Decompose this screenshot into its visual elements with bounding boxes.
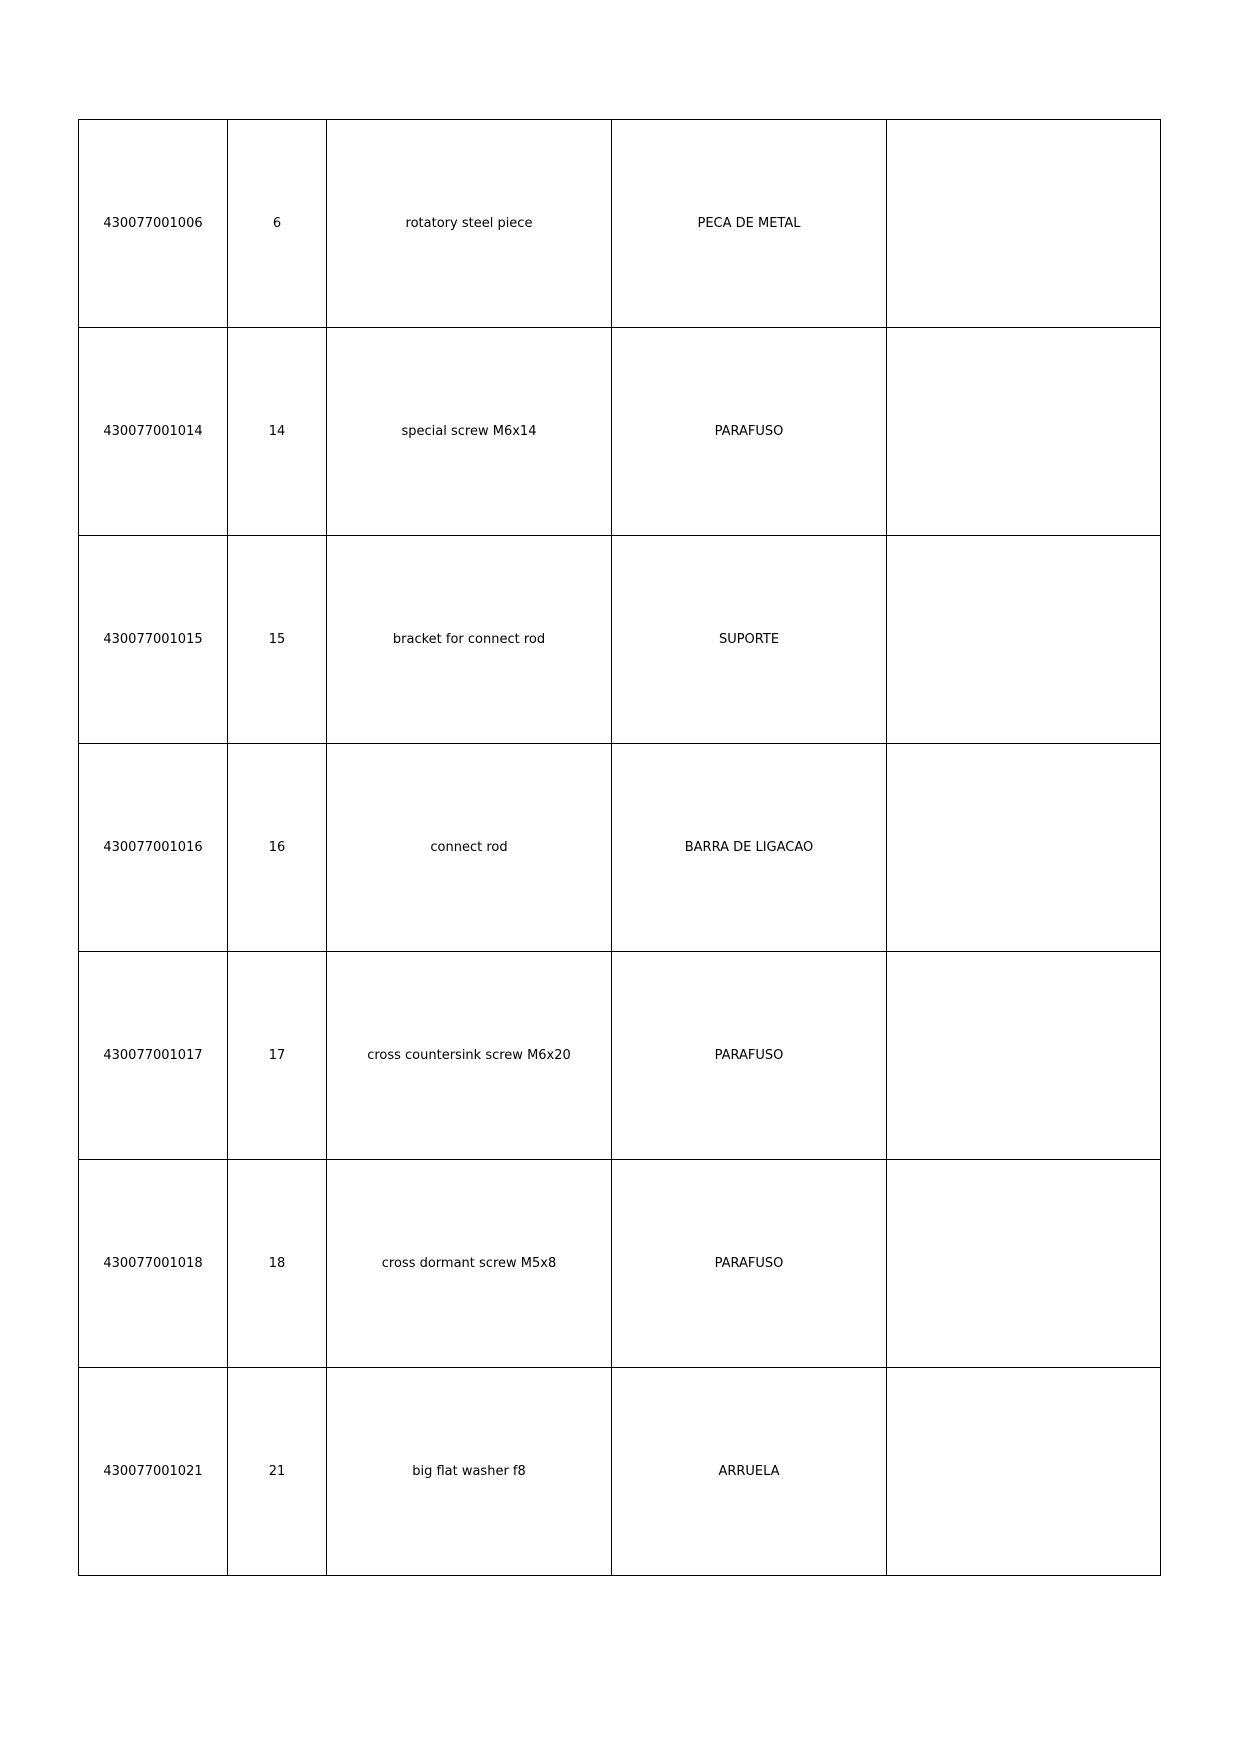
portuguese-name-cell: SUPORTE (612, 536, 887, 744)
portuguese-name-cell: BARRA DE LIGACAO (612, 744, 887, 952)
description-cell: bracket for connect rod (327, 536, 612, 744)
empty-cell (887, 744, 1161, 952)
position-cell: 21 (228, 1368, 327, 1576)
position-cell: 14 (228, 328, 327, 536)
empty-cell (887, 1160, 1161, 1368)
table-row (79, 1368, 1161, 1576)
part-code-cell: 430077001017 (79, 952, 228, 1160)
empty-cell (887, 536, 1161, 744)
position-cell: 16 (228, 744, 327, 952)
part-code-cell: 430077001014 (79, 328, 228, 536)
portuguese-name-cell: PARAFUSO (612, 1160, 887, 1368)
table-row (79, 328, 1161, 536)
position-cell: 17 (228, 952, 327, 1160)
table-row (79, 952, 1161, 1160)
table-row (79, 744, 1161, 952)
part-code-cell: 430077001015 (79, 536, 228, 744)
part-code-cell: 430077001021 (79, 1368, 228, 1576)
table-row (79, 120, 1161, 328)
table-row (79, 1160, 1161, 1368)
part-code-cell: 430077001018 (79, 1160, 228, 1368)
description-cell: special screw M6x14 (327, 328, 612, 536)
description-cell: rotatory steel piece (327, 120, 612, 328)
empty-cell (887, 120, 1161, 328)
description-cell: big flat washer f8 (327, 1368, 612, 1576)
portuguese-name-cell: PARAFUSO (612, 952, 887, 1160)
part-code-cell: 430077001006 (79, 120, 228, 328)
empty-cell (887, 952, 1161, 1160)
description-cell: cross dormant screw M5x8 (327, 1160, 612, 1368)
description-cell: connect rod (327, 744, 612, 952)
position-cell: 6 (228, 120, 327, 328)
portuguese-name-cell: PARAFUSO (612, 328, 887, 536)
position-cell: 18 (228, 1160, 327, 1368)
parts-table (78, 119, 1161, 1576)
position-cell: 15 (228, 536, 327, 744)
empty-cell (887, 1368, 1161, 1576)
description-cell: cross countersink screw M6x20 (327, 952, 612, 1160)
empty-cell (887, 328, 1161, 536)
table-row (79, 536, 1161, 744)
portuguese-name-cell: PECA DE METAL (612, 120, 887, 328)
part-code-cell: 430077001016 (79, 744, 228, 952)
parts-table-body (79, 120, 1161, 1576)
portuguese-name-cell: ARRUELA (612, 1368, 887, 1576)
